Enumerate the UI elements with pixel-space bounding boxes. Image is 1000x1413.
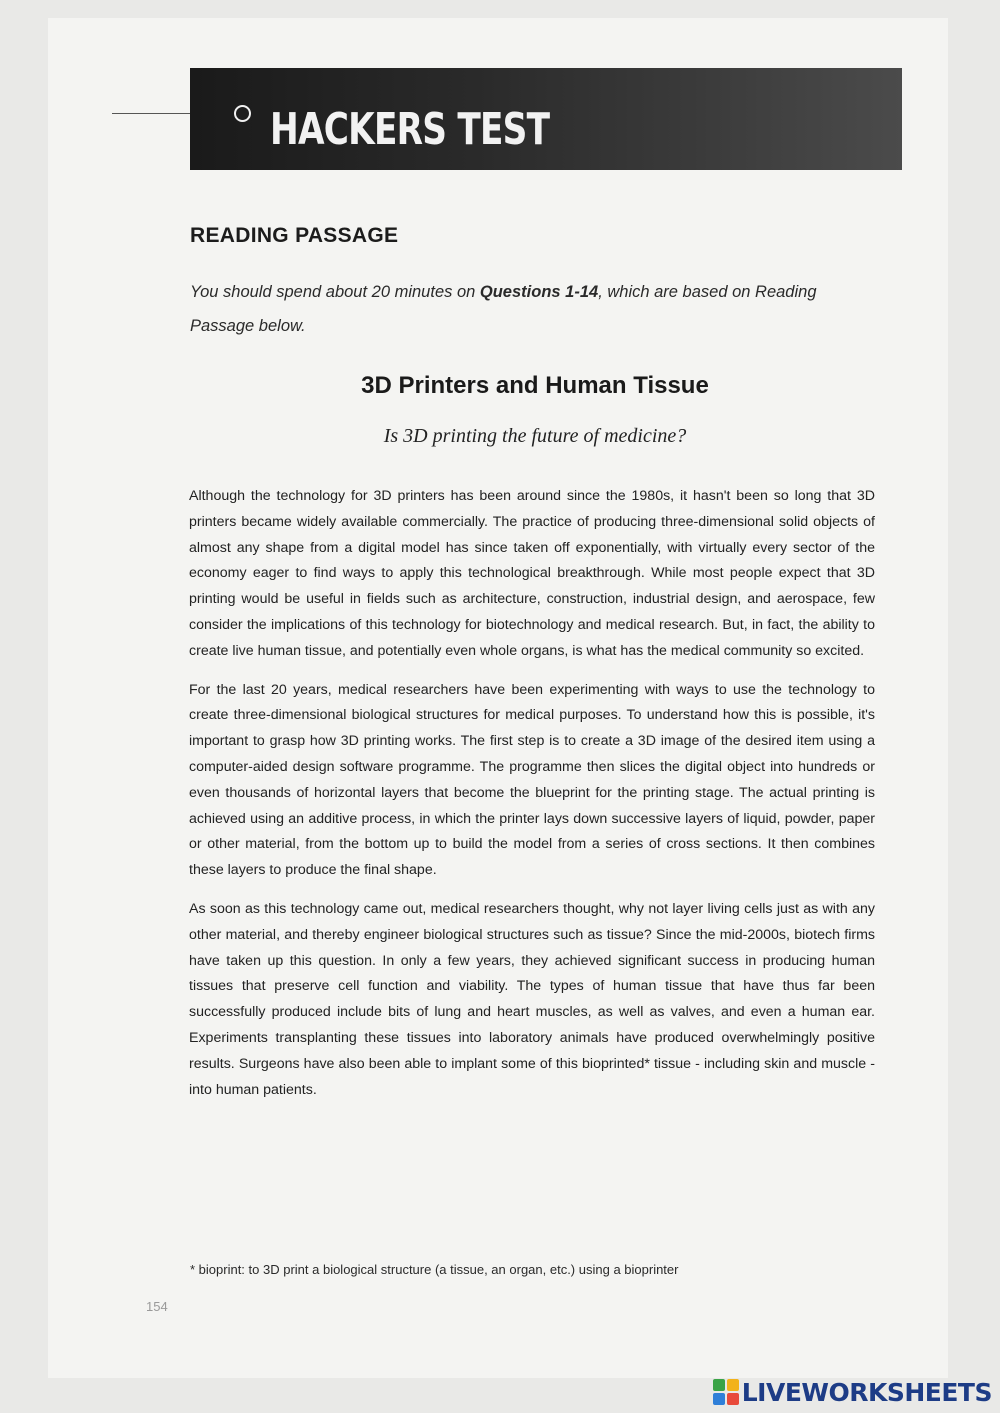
paragraph: Although the technology for 3D printers has been around since the 1980s, it hasn't been so long that 3D printers became widely available commercially. The practice of producing three-dimensional solid objects of almost any shape from a digital model has since taken off exponentially, with virtually every sector of the economy eager to find ways to apply this technological breakthrough. While most people expect that 3D printing would be useful in fields such as architecture, construction, industrial design, and aerospace, few consider the implications of this technology for biotechnology and medical research. But, in fact, the ability to create live human tissue, and potentially even whole organs, is what has the medical community so excited.: [189, 488, 875, 659]
logo-icon: [713, 1379, 739, 1405]
logo-tile: [713, 1379, 725, 1391]
footnote: * bioprint: to 3D print a biological structure (a tissue, an organ, etc.) using a bioprinter: [190, 1262, 679, 1277]
instructions-text-end: , which are based on Reading Passage below.: [190, 283, 817, 335]
section-heading: READING PASSAGE: [190, 224, 399, 247]
passage-subtitle: Is 3D printing the future of medicine?: [383, 425, 687, 447]
passage-title: 3D Printers and Human Tissue: [361, 372, 709, 399]
logo-tile: [713, 1393, 725, 1405]
circle-icon: [234, 105, 251, 122]
logo-tile: [727, 1393, 739, 1405]
liveworksheets-logo[interactable]: [713, 1375, 992, 1409]
logo-tile: [727, 1379, 739, 1391]
instructions-text: You should spend about 20 minutes on: [190, 283, 480, 301]
banner-rule: [112, 113, 194, 114]
passage-body: [189, 484, 875, 1116]
instructions: [190, 275, 850, 343]
logo-text: LIVEWORKSHEETS: [741, 1377, 992, 1407]
paragraph: As soon as this technology came out, medical researchers thought, why not layer living cells just as with any other material, and thereby engineer biological structures such as tissue? Since the mid-2000s, biotech firms have taken up this question. In only a few years, they achieved significant success in producing human tissues that preserve cell function and viability. The types of human tissue that have thus far been successfully produced include bits of lung and heart muscles, as well as valves, and even a human ear. Experiments transplanting these tissues into laboratory animals have produced overwhelmingly positive results. Surgeons have also been able to implant some of this bioprinted* tissue - including skin and muscle - into human patients.: [189, 900, 875, 1098]
page-number: 154: [146, 1299, 168, 1314]
questions-range: Questions 1-14: [479, 283, 599, 301]
banner-title: HACKERS TEST: [270, 104, 550, 155]
test-banner: [190, 68, 902, 170]
paragraph: For the last 20 years, medical researchers have been experimenting with ways to use the technology to create three-dimensional biological structures for medical purposes. To understand how this is possible, it's important to grasp how 3D printing works. The first step is to create a 3D image of the desired item using a computer-aided design software programme. The programme then slices the digital object into hundreds or even thousands of horizontal layers that become the blueprint for the printing stage. The actual printing is achieved using an additive process, in which the printer lays down successive layers of liquid, powder, paper or other material, from the bottom up to build the model from a series of cross sections. It then combines these layers to produce the final shape.: [189, 681, 875, 879]
